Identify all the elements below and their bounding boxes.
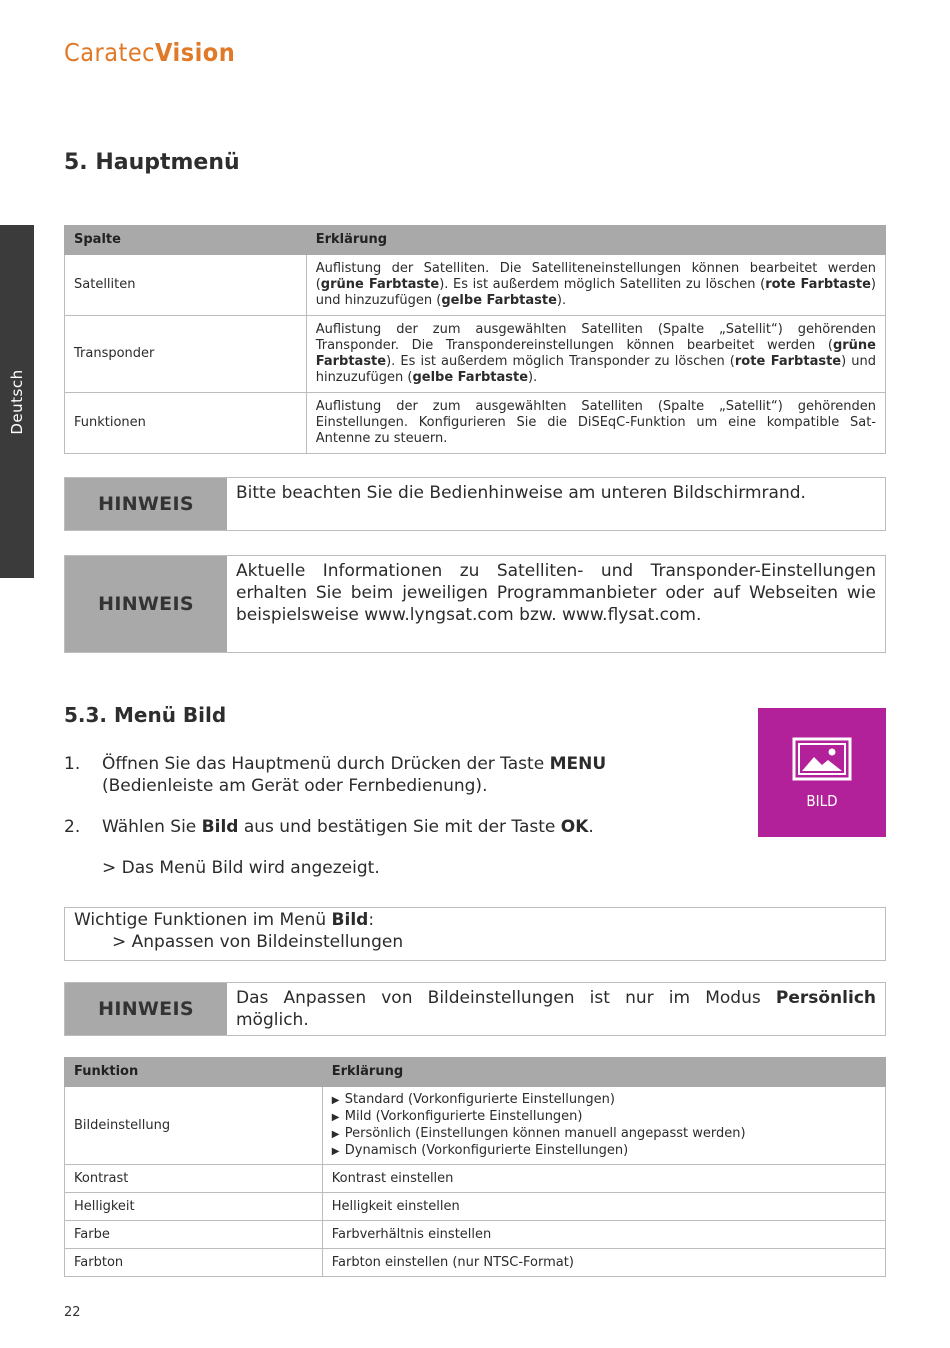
table-cell: Helligkeit [65,1193,323,1221]
table-cell: Satelliten [65,255,307,316]
table-cell: Farbverhältnis einstellen [322,1221,885,1249]
hint-text: Das Anpassen von Bildeinstellungen ist nur im Modus Persönlich möglich. [236,988,876,1030]
table-row [65,1193,886,1221]
list-item: ▶ Dynamisch (Vorkonfigurierte Einstellungen) [331,1142,629,1158]
list-item: ▶ Standard (Vorkonfigurierte Einstellungen) [331,1091,615,1107]
table-cell: Auflistung der Satelliten. Die Satelliteneinstellungen können bearbeitet werden (grüne Farbtaste). Es ist außerdem möglich Satelliten zu löschen (rote Farbtaste) und hinzuzufügen (gelbe Farbtaste). [306,255,885,316]
step-1: 1. Öffnen Sie das Hauptmenü durch Drücken der Taste MENU (Bedienleiste am Gerät oder Fernbedienung). [64,754,607,796]
table-header [65,1058,886,1087]
hint-box [64,982,886,1036]
list-item: ▶ Persönlich (Einstellungen können manuell angepasst werden) [331,1125,746,1141]
table-cell: Farbe [65,1221,323,1249]
columns-table [64,225,886,454]
hint-label: HINWEIS [65,478,227,530]
hint-text: Aktuelle Informationen zu Satelliten- und Transponder-Einstellungen erhalten Sie beim jeweiligen Programmanbieter oder auf Webseiten wie beispielsweise www.lyngsat.com bzw. www.flysat.com. [236,561,876,625]
table-cell: Kontrast [65,1165,323,1193]
hint-text: Bitte beachten Sie die Bedienhinweise am unteren Bildschirmrand. [236,483,806,503]
hint-box [64,477,886,531]
table-cell: Funktionen [65,393,307,454]
steps-list [64,753,734,879]
step-result: > Das Menü Bild wird angezeigt. [102,858,380,878]
table-cell: Farbton [65,1249,323,1277]
section-title: 5. Hauptmenü [64,150,240,175]
page-number: 22 [64,1305,81,1320]
image-icon [792,737,852,781]
subsection-title: 5.3. Menü Bild [64,703,227,727]
functions-box [64,907,886,961]
list-item: ▶ Mild (Vorkonfigurierte Einstellungen) [331,1108,583,1124]
table-cell: Helligkeit einstellen [322,1193,885,1221]
functions-item: > Anpassen von Bildeinstellungen [112,932,404,952]
header-cell: Spalte [65,226,307,255]
side-tab-label: Deutsch [8,368,26,435]
table-row [65,316,886,393]
table-header [65,226,886,255]
hint-box [64,555,886,653]
table-cell: Farbton einstellen (nur NTSC-Format) [322,1249,885,1277]
header-cell: Erklärung [306,226,885,255]
bild-tile-label: BILD [806,792,838,810]
hint-label: HINWEIS [65,556,227,652]
triangle-bullet-icon: ▶ [331,1111,340,1123]
triangle-bullet-icon: ▶ [331,1094,340,1106]
table-cell: Auflistung der zum ausgewählten Satelliten (Spalte „Satellit“) gehörenden Einstellungen. Konfigurieren Sie die DiSEqC-Funktion um eine kompatible Sat-Antenne zu steuern. [306,393,885,454]
step-2: 2. Wählen Sie Bild aus und bestätigen Sie mit der Taste OK. [64,817,594,837]
table-cell: Bildeinstellung [65,1087,323,1165]
table-cell: Auflistung der zum ausgewählten Satelliten (Spalte „Satellit“) gehörenden Transponder. Die Transpondereinstellungen können bearbeitet werden (grüne Farbtaste). Es ist außerdem möglich Transponder zu löschen (rote Farbtaste) und hinzuzufügen (gelbe Farbtaste). [306,316,885,393]
table-cell: Transponder [65,316,307,393]
table-cell: Kontrast einstellen [322,1165,885,1193]
language-side-tab [0,225,34,578]
table-row [65,393,886,454]
table-row [65,1165,886,1193]
functions-heading: Wichtige Funktionen im Menü Bild: [74,910,375,930]
table-row [65,255,886,316]
brand-logo: CaratecVision [64,38,236,67]
triangle-bullet-icon: ▶ [331,1145,340,1157]
header-cell: Erklärung [322,1058,885,1087]
functions-table [64,1057,886,1277]
hint-label: HINWEIS [65,983,227,1035]
header-cell: Funktion [65,1058,323,1087]
table-row [65,1221,886,1249]
triangle-bullet-icon: ▶ [331,1128,340,1140]
table-row [65,1249,886,1277]
table-row [65,1087,886,1165]
table-cell [322,1087,885,1165]
bild-menu-tile [758,708,886,837]
